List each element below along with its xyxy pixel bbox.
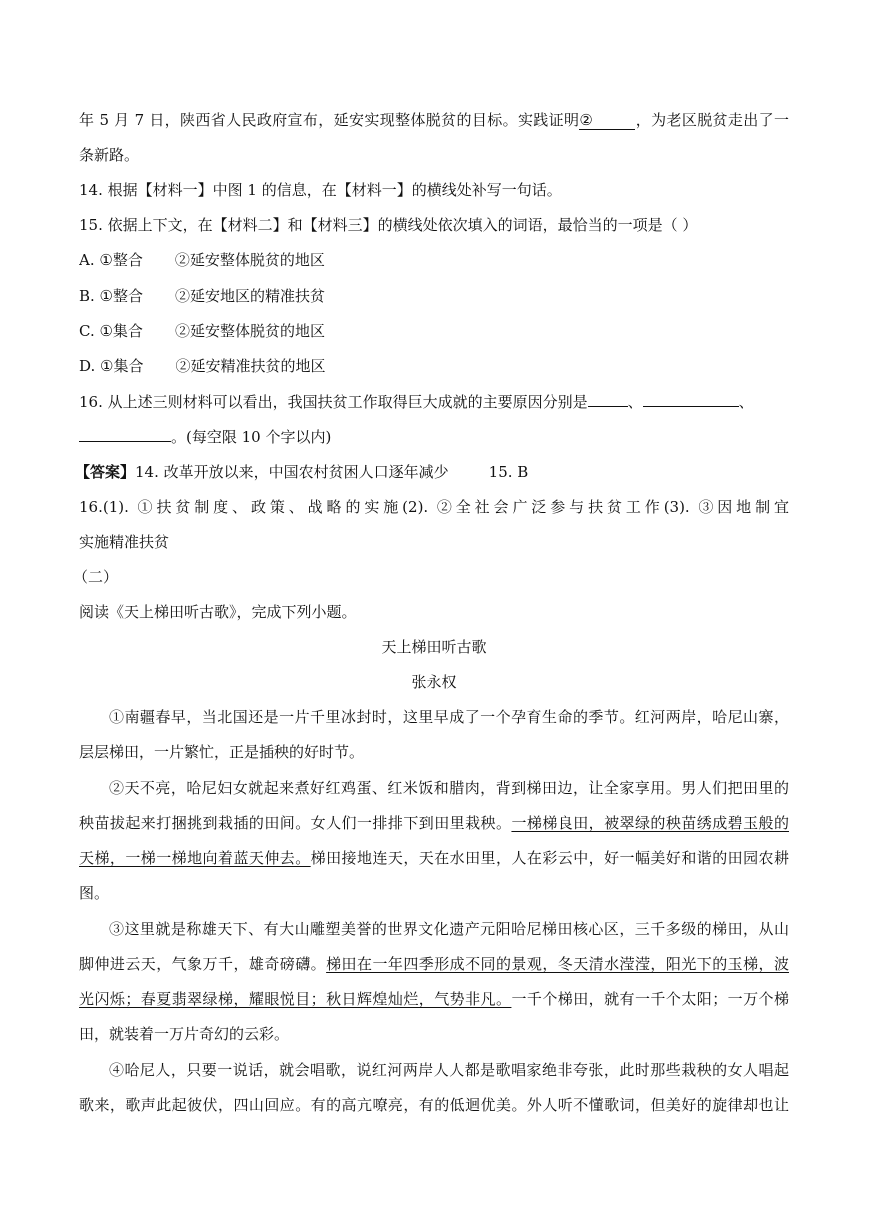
reading-instruction: 阅读《天上梯田听古歌》，完成下列小题。 (79, 603, 357, 621)
underlined-sentence: 一梯梯良田，被翠绿的秧苗绣成碧玉般的 (511, 814, 789, 832)
underlined-sentence-end: 天梯，一梯一梯地向着蓝天伸去。 (79, 849, 311, 867)
option-d-1: D. ①集合 (79, 357, 144, 375)
option-b-1: B. ①整合 (79, 287, 144, 305)
blank-2: ② (579, 111, 635, 130)
answer-14: 14. 改革开放以来，中国农村贫困人口逐年减少 (135, 463, 449, 481)
option-d (79, 353, 789, 379)
option-d-2: ②延安精准扶贫的地区 (175, 357, 326, 375)
paragraph-2-line-3 (79, 845, 789, 871)
paragraph-3-line-1: ③这里就是称雄天下、有大山雕塑美誉的世界文化遗产元阳哈尼梯田核心区，三千多级的梯田，从山 (109, 920, 789, 938)
underlined-sentence-end: 光闪烁；春夏翡翠绿梯，耀眼悦目；秋日辉煌灿烂，气势非凡。 (79, 990, 512, 1008)
answer-label: 【答案】 (75, 463, 136, 481)
paragraph-2-line-2 (79, 810, 789, 836)
paragraph-2-line-4: 图。 (79, 884, 110, 902)
option-c-1: C. ①集合 (79, 322, 143, 340)
answer-15: 15. B (488, 463, 529, 481)
answer-blank (643, 406, 739, 407)
answer-16-2: (2). ②全社会广泛参与扶贫工作 (402, 498, 664, 516)
question-16-line-1 (79, 389, 789, 415)
answer-blank (588, 406, 628, 407)
paragraph-4-line-2: 歌来，歌声此起彼伏，四山回应。有的高亢嘹亮，有的低迴优美。外人听不懂歌词，但美好的旋律却也让 (79, 1096, 789, 1114)
question-14: 14. 根据【材料一】中图 1 的信息，在【材料一】的横线处补写一句话。 (79, 181, 562, 199)
option-a-2: ②延安整体脱贫的地区 (174, 251, 325, 269)
option-b (79, 283, 789, 309)
option-a (79, 247, 789, 273)
separator: 、 (738, 393, 754, 411)
paragraph-3-text: 一千个梯田，就有一千个太阳；一万个梯 (511, 990, 789, 1008)
paragraph-3-line-4: 田，就装着一万片奇幻的云彩。 (79, 1025, 290, 1043)
question-16-line-2 (79, 424, 789, 450)
question-15-stem: 15. 依据上下文，在【材料二】和【材料三】的横线处依次填入的词语，最恰当的一项是（ ） (79, 216, 698, 234)
article-title: 天上梯田听古歌 (381, 638, 487, 656)
paragraph-3-line-3 (79, 986, 789, 1012)
answer-line-3: 实施精准扶贫 (79, 533, 170, 551)
option-b-2: ②延安地区的精准扶贫 (175, 287, 326, 305)
option-c-2: ②延安整体脱贫的地区 (174, 322, 325, 340)
intro-line-1 (79, 107, 789, 133)
underlined-sentence: 梯田在一年四季形成不同的景观，冬天清水滢滢，阳光下的玉梯，波 (326, 955, 789, 973)
paragraph-3-text: 脚伸进云天，气象万千，雄奇磅礴。 (79, 955, 327, 973)
paragraph-3-line-2 (79, 951, 789, 977)
answer-16-1: (1). ①扶贫制度、政策、战略的实施 (102, 498, 403, 516)
paragraph-1-line-2: 层层梯田，一片繁忙，正是插秧的好时节。 (79, 743, 365, 761)
option-c (79, 318, 789, 344)
paragraph-2-text: 秧苗拔起来打捆挑到栽插的田间。女人们一排排下到田里栽秧。 (79, 814, 512, 832)
section-heading: （二） (73, 568, 119, 586)
paragraph-1-line-1: ①南疆春早，当北国还是一片千里冰封时，这里早成了一个孕育生命的季节。红河两岸，哈尼山寨， (109, 708, 789, 726)
intro-line-2: 条新路。 (79, 146, 140, 164)
intro-text-end: ，为老区脱贫走出了一 (635, 111, 789, 129)
separator: 、 (627, 393, 643, 411)
question-16-note: 。(每空限 10 个字以内) (171, 428, 332, 446)
paragraph-2-line-1: ②天不亮，哈尼妇女就起来煮好红鸡蛋、红米饭和腊肉，背到梯田边，让全家享用。男人们把田里的 (109, 779, 789, 797)
article-author: 张永权 (411, 673, 457, 691)
answer-blank (79, 441, 171, 442)
paragraph-2-text: 梯田接地连天，天在水田里，人在彩云中，好一幅美好和谐的田园农耕 (310, 849, 789, 867)
answer-16-3: (3). ③因地制宜 (663, 498, 789, 516)
answer-16-number: 16. (79, 498, 103, 516)
answer-line-1 (75, 459, 785, 485)
option-a-1: A. ①整合 (79, 251, 143, 269)
answer-line-2 (79, 494, 789, 520)
question-16-text: 16. 从上述三则材料可以看出，我国扶贫工作取得巨大成就的主要原因分别是 (79, 393, 588, 411)
intro-text: 年 5 月 7 日，陕西省人民政府宣布，延安实现整体脱贫的目标。实践证明 (79, 111, 580, 129)
paragraph-4-line-1: ④哈尼人，只要一说话，就会唱歌，说红河两岸人人都是歌唱家绝非夸张，此时那些栽秧的女人唱起 (109, 1061, 789, 1079)
